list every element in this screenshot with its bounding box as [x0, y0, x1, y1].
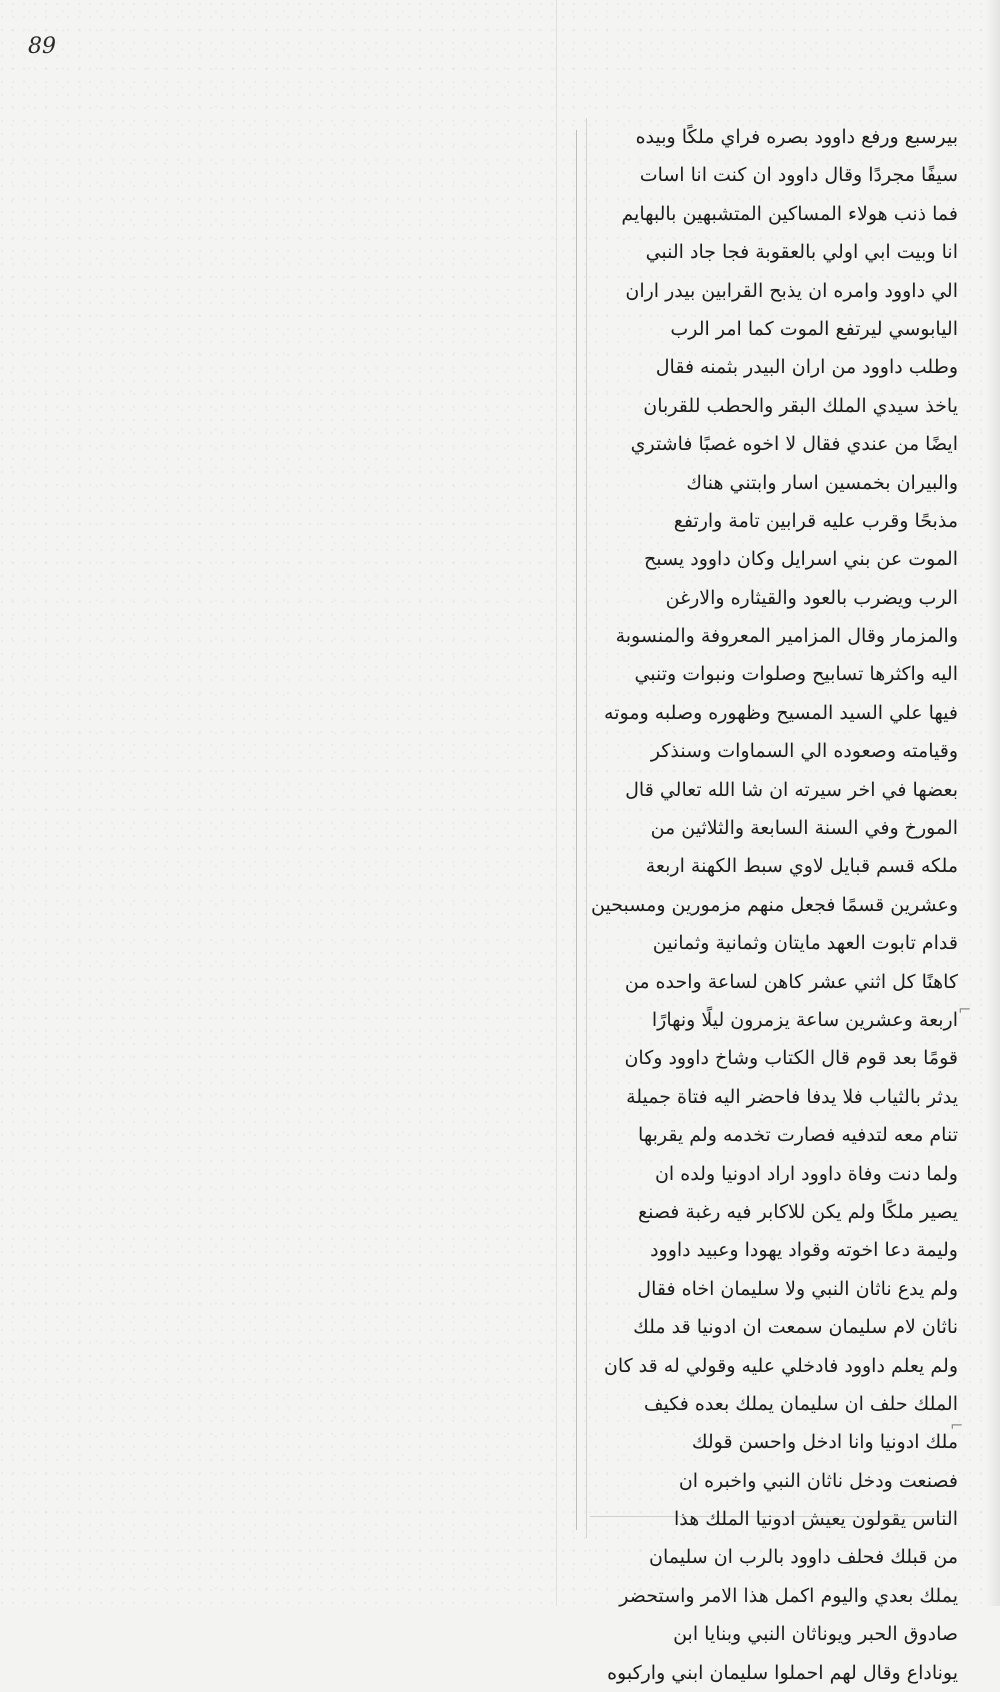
manuscript-line: سيفًا مجردًا وقال داوود ان كنت انا اسات: [639, 164, 958, 187]
manuscript-line: يدثر بالثياب فلا يدفا فاحضر اليه فتاة جميلة: [626, 1085, 958, 1108]
manuscript-line: مذبحًا وقرب عليه قرابين تامة وارتفع: [673, 509, 958, 532]
manuscript-line: صادوق الحبر ويوناثان النبي وبنايا ابن: [673, 1623, 958, 1646]
manuscript-line: قومًا بعد قوم قال الكتاب وشاخ داوود وكان: [624, 1047, 958, 1070]
manuscript-line: ولم يدع ناثان النبي ولا سليمان اخاه فقال: [637, 1277, 958, 1300]
manuscript-line: بعضها في اخر سيرته ان شا الله تعالي قال: [625, 778, 958, 801]
manuscript-line: المورخ وفي السنة السابعة والثلاثين من: [650, 817, 958, 840]
manuscript-line: ناثان لام سليمان سمعت ان ادونيا قد ملك: [633, 1316, 958, 1339]
manuscript-line: الي داوود وامره ان يذبح القرابين بيدر اران: [625, 279, 958, 302]
manuscript-line: وعشرين قسمًا فجعل منهم مزمورين ومسبحين: [591, 893, 958, 916]
manuscript-line: فما ذنب هولاء المساكين المتشبهين بالبهايم: [621, 202, 958, 225]
manuscript-line: تنام معه لتدفيه فصارت تخدمه ولم يقربها: [638, 1124, 958, 1147]
manuscript-line: انا وبيت ابي اولي بالعقوبة فجا جاد النبي: [645, 241, 958, 264]
manuscript-line: اليه واكثرها تسابيح وصلوات ونبوات وتنبي: [634, 663, 958, 686]
manuscript-line: يوناداع وقال لهم احملوا سليمان ابني واركبوه: [607, 1661, 958, 1684]
manuscript-line: فيها علي السيد المسيح وظهوره وصلبه وموته: [604, 701, 958, 724]
folio-number: 89: [28, 34, 56, 59]
manuscript-line: قدام تابوت العهد مايتان وثمانية وثمانين: [652, 932, 958, 955]
manuscript-line: الرب ويضرب بالعود والقيثاره والارغن: [665, 586, 958, 609]
manuscript-line: ملكه قسم قبايل لاوي سبط الكهنة اربعة: [645, 855, 958, 878]
manuscript-line: الناس يقولون يعيش ادونيا الملك هذا: [673, 1508, 958, 1531]
manuscript-line: الموت عن بني اسرايل وكان داوود يسبح: [643, 548, 958, 571]
manuscript-text-block: [560, 118, 958, 1684]
manuscript-line: ايضًا من عندي فقال لا اخوه غصبًا فاشتري: [630, 433, 958, 456]
fold-line: [556, 0, 557, 1606]
manuscript-line: ولما دنت وفاة داوود اراد ادونيا ولده ان: [654, 1162, 958, 1185]
manuscript-line: من قبلك فحلف داوود بالرب ان سليمان: [649, 1546, 958, 1569]
manuscript-line: الملك حلف ان سليمان يملك بعده فكيف: [643, 1392, 958, 1415]
manuscript-line: فصنعت ودخل ناثان النبي واخبره ان: [678, 1469, 958, 1492]
manuscript-line: وطلب داوود من اران البيدر بثمنه فقال: [655, 356, 958, 379]
margin-mark-icon: ⌐: [950, 1416, 964, 1435]
manuscript-line: ولم يعلم داوود فادخلي عليه وقولي له قد كان: [603, 1354, 958, 1377]
page-edge: [986, 0, 1000, 1606]
manuscript-line: اليابوسي ليرتفع الموت كما امر الرب: [670, 317, 958, 340]
manuscript-line: وليمة دعا اخوته وقواد يهودا وعبيد داوود: [650, 1239, 958, 1262]
manuscript-line: ياخذ سيدي الملك البقر والحطب للقربان: [643, 394, 958, 417]
manuscript-line: يملك بعدي واليوم اكمل هذا الامر واستحضر: [619, 1584, 958, 1607]
manuscript-line: والمزمار وقال المزامير المعروفة والمنسوبة: [615, 625, 958, 648]
manuscript-line: يصير ملكًا ولم يكن للاكابر فيه رغبة فصنع: [637, 1200, 958, 1223]
manuscript-line: وقيامته وصعوده الي السماوات وسنذكر: [650, 740, 958, 763]
manuscript-line: بيرسبع ورفع داوود بصره فراي ملكًا وبيده: [635, 126, 958, 148]
manuscript-line: والبيران بخمسين اسار وابتني هناك: [686, 471, 958, 494]
manuscript-line: ملك ادونيا وانا ادخل واحسن قولك: [691, 1431, 958, 1454]
manuscript-line: اربعة وعشرين ساعة يزمرون ليلًا ونهارًا: [651, 1008, 958, 1031]
margin-mark-icon: ⌐: [958, 1000, 972, 1019]
manuscript-line: كاهنًا كل اثني عشر كاهن لساعة واحده من: [624, 970, 958, 993]
